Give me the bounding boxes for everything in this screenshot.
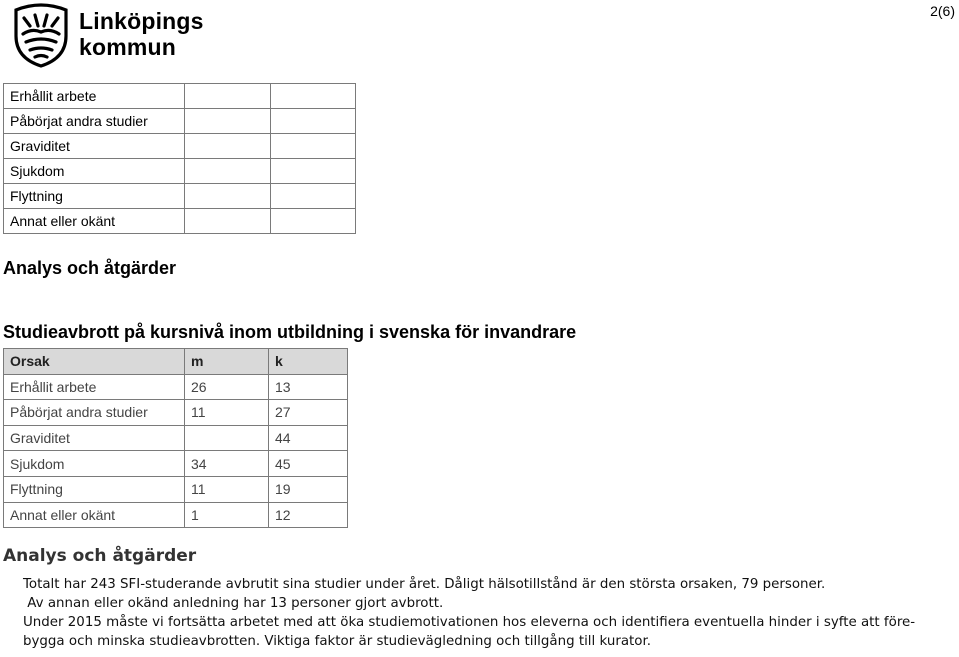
linkoping-lion-logo-icon bbox=[8, 2, 74, 68]
table-cell bbox=[271, 84, 356, 109]
table-cell: 19 bbox=[269, 476, 348, 502]
table-row bbox=[4, 400, 348, 426]
table-cell: 26 bbox=[185, 374, 269, 400]
table-cell: 45 bbox=[269, 451, 348, 477]
table-cell: 34 bbox=[185, 451, 269, 477]
table-cell bbox=[185, 209, 271, 234]
table-cell: Sjukdom bbox=[4, 451, 185, 477]
table-cell: Erhållit arbete bbox=[4, 374, 185, 400]
header-m: m bbox=[185, 349, 269, 375]
paragraph-line-4: bygga och minska studieavbrotten. Viktiga faktor är studievägledning och tillgång till kurator. bbox=[23, 634, 652, 649]
table-cell: 11 bbox=[185, 400, 269, 426]
paragraph-line-3: Under 2015 måste vi fortsätta arbetet med att öka studiemotivationen hos eleverna och identifiera eventuella hinder i syfte att före- bbox=[23, 615, 916, 630]
table-cell: Flyttning bbox=[4, 476, 185, 502]
table-row bbox=[4, 476, 348, 502]
table-cell bbox=[185, 84, 271, 109]
table-cell: Graviditet bbox=[4, 425, 185, 451]
section-title: Studieavbrott på kursnivå inom utbildning i svenska för invandrare bbox=[3, 322, 577, 342]
table-row bbox=[4, 425, 348, 451]
logo-line-2: kommun bbox=[79, 34, 177, 60]
table-cell: 13 bbox=[269, 374, 348, 400]
table-cell: 27 bbox=[269, 400, 348, 426]
table-cell bbox=[271, 134, 356, 159]
table-row bbox=[4, 109, 356, 134]
table-row bbox=[4, 134, 356, 159]
table-cell: 1 bbox=[185, 502, 269, 528]
paragraph-line-1: Totalt har 243 SFI-studerande avbrutit sina studier under året. Dåligt hälsotillstånd är den största orsaken, 79 personer. bbox=[23, 577, 826, 592]
table-cell: 12 bbox=[269, 502, 348, 528]
table-cell: Flyttning bbox=[4, 184, 185, 209]
table-row bbox=[4, 374, 348, 400]
table-cell bbox=[185, 184, 271, 209]
logo-wordmark bbox=[79, 8, 204, 60]
table-header-row bbox=[4, 349, 348, 375]
table-cell: Sjukdom bbox=[4, 159, 185, 184]
table-row bbox=[4, 159, 356, 184]
header-orsak: Orsak bbox=[4, 349, 185, 375]
table-cell: Påbörjat andra studier bbox=[4, 400, 185, 426]
table-cell: 44 bbox=[269, 425, 348, 451]
table-cell bbox=[271, 209, 356, 234]
table-cell: Annat eller okänt bbox=[4, 209, 185, 234]
table-top bbox=[3, 83, 356, 234]
analysis-paragraph bbox=[23, 575, 959, 651]
table-row bbox=[4, 209, 356, 234]
heading-analys-1: Analys och åtgärder bbox=[3, 258, 177, 278]
table-cell bbox=[271, 159, 356, 184]
table-cell bbox=[271, 109, 356, 134]
header-k: k bbox=[269, 349, 348, 375]
table-cell bbox=[185, 425, 269, 451]
logo-line-1: Linköpings bbox=[79, 8, 204, 34]
table-row bbox=[4, 84, 356, 109]
table-cell: Graviditet bbox=[4, 134, 185, 159]
table-sfi-avbrott bbox=[3, 348, 348, 528]
table-cell: Annat eller okänt bbox=[4, 502, 185, 528]
table-cell: Påbörjat andra studier bbox=[4, 109, 185, 134]
table-cell: 11 bbox=[185, 476, 269, 502]
table-row bbox=[4, 451, 348, 477]
table-cell bbox=[185, 159, 271, 184]
table-row bbox=[4, 502, 348, 528]
table-cell: Erhållit arbete bbox=[4, 84, 185, 109]
table-cell bbox=[185, 109, 271, 134]
table-cell bbox=[271, 184, 356, 209]
page-number: 2(6) bbox=[930, 3, 955, 19]
table-row bbox=[4, 184, 356, 209]
paragraph-line-2: Av annan eller okänd anledning har 13 personer gjort avbrott. bbox=[23, 596, 444, 611]
table-cell bbox=[185, 134, 271, 159]
heading-analys-2: Analys och åtgärder bbox=[3, 546, 197, 566]
